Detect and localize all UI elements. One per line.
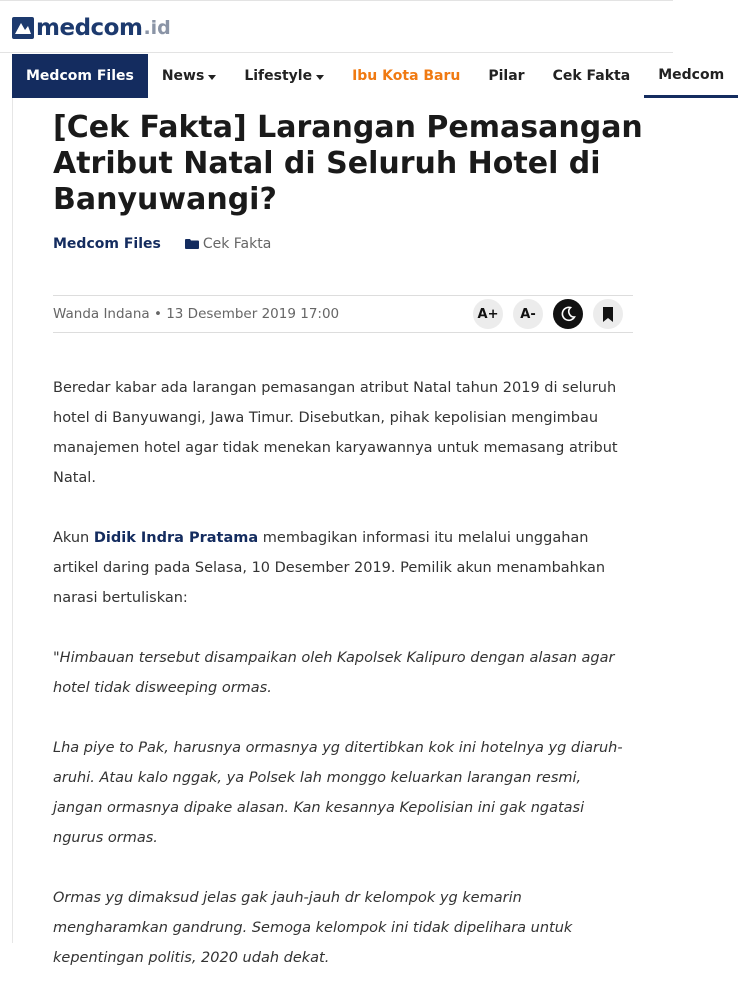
nav-item-news[interactable] — [148, 54, 230, 98]
bookmark-icon — [602, 307, 614, 322]
article-body — [53, 373, 633, 1003]
category-label: Cek Fakta — [202, 236, 272, 252]
author-account-link[interactable]: Didik Indra Pratama — [93, 530, 259, 546]
article-meta — [53, 236, 271, 252]
nav-item-ibu-kota-baru[interactable] — [338, 54, 474, 98]
site-logo[interactable] — [12, 14, 171, 42]
decrease-font-button[interactable] — [513, 299, 543, 329]
content-divider — [12, 98, 13, 943]
nav-item-lifestyle[interactable] — [230, 54, 338, 98]
article-title: [Cek Fakta] Larangan Pemasangan Atribut Natal di Seluruh Hotel di Banyuwangi? — [53, 110, 643, 217]
nav-item-medcom[interactable] — [644, 54, 738, 98]
channel-link[interactable]: Medcom Files — [53, 236, 161, 252]
nav-item-cek-fakta[interactable] — [539, 54, 645, 98]
paragraph: Beredar kabar ada larangan pemasangan atribut Natal tahun 2019 di seluruh hotel di Banyuwangi, Jawa Timur. Disebutkan, pihak kepolisian mengimbau manajemen hotel agar tidak menekan karyawannya untuk memasang atribut Natal. — [53, 380, 618, 486]
increase-font-button[interactable] — [473, 299, 503, 329]
moon-icon — [560, 306, 576, 322]
chevron-down-icon — [316, 75, 324, 80]
nav-label: Lifestyle — [244, 68, 313, 84]
decrease-font-label: A- — [520, 306, 536, 322]
quote-paragraph: "Himbauan tersebut disampaikan oleh Kapolsek Kalipuro dengan alasan agar hotel tidak disweeping ormas. — [53, 650, 615, 696]
nav-item-medcom-files[interactable] — [12, 54, 148, 98]
paragraph-text: membagikan informasi itu melalui unggahan artikel daring pada Selasa, 10 Desember 2019. Pemilik akun menambahkan narasi bertuliskan: — [53, 530, 606, 606]
dark-mode-button[interactable] — [553, 299, 583, 329]
quote-paragraph: Ormas yg dimaksud jelas gak jauh-jauh dr kelompok yg kemarin mengharamkan gandrung. Semoga kelompok ini tidak dipelihara untuk kepentingan politis, 2020 udah dekat. — [53, 890, 573, 966]
folder-icon — [185, 239, 199, 249]
nav-label: Medcom Files — [26, 68, 134, 84]
logo-wordmark: medcom — [36, 15, 143, 41]
logo-mark-icon — [12, 17, 34, 39]
byline-bar — [53, 295, 633, 333]
nav-label: Cek Fakta — [552, 68, 631, 84]
increase-font-label: A+ — [477, 306, 499, 322]
bookmark-button[interactable] — [593, 299, 623, 329]
quote-paragraph: Lha piye to Pak, harusnya ormasnya yg ditertibkan kok ini hotelnya yg diaruh-aruhi. Atau kalo nggak, ya Polsek lah monggo keluarkan larangan resmi, jangan ormasnya dipake alasan. Kan kesannya Kepolisian ini gak ngatasi ngurus ormas. — [53, 740, 623, 846]
article-tools — [463, 299, 623, 329]
byline: Wanda Indana • 13 Desember 2019 17:00 — [53, 306, 340, 322]
logo-suffix: .id — [143, 17, 171, 39]
nav-item-pilar[interactable] — [474, 54, 538, 98]
nav-label: Ibu Kota Baru — [352, 68, 461, 84]
nav-label: Pilar — [488, 68, 525, 84]
main-nav — [12, 54, 725, 98]
nav-label: Medcom — [658, 66, 725, 83]
category-link[interactable] — [185, 236, 271, 252]
paragraph — [53, 523, 633, 613]
paragraph-text: Akun — [53, 530, 94, 546]
chevron-down-icon — [208, 75, 216, 80]
nav-label: News — [161, 68, 205, 84]
header — [0, 0, 673, 53]
